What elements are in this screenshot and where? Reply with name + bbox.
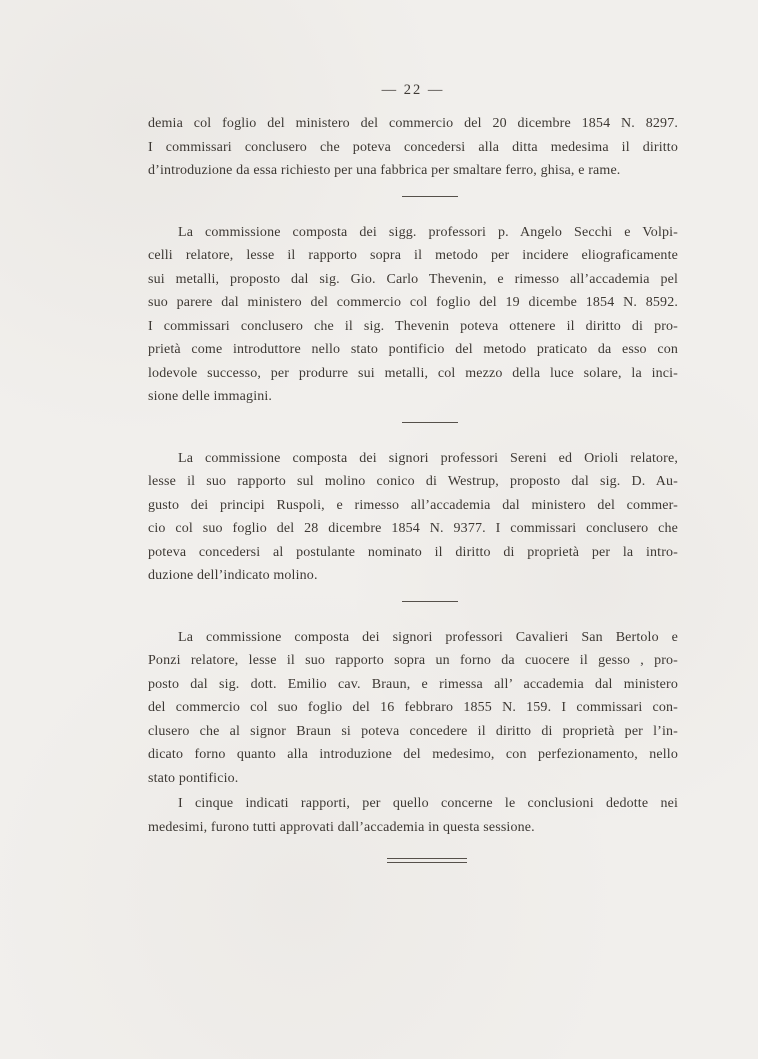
section-divider [402, 196, 458, 197]
text-line: duzione dell’indicato molino. [148, 568, 318, 583]
text-line: I commissari conclusero che poteva concedersi alla ditta medesima il diritto [148, 139, 678, 155]
text-line: La commissione composta dei sigg. professori p. Angelo Secchi e Volpi- [178, 224, 678, 240]
paragraph [148, 112, 678, 183]
text-line: sui metalli, proposto dal sig. Gio. Carlo Thevenin, e rimesso all’accademia pel [148, 271, 678, 287]
page-number: — 22 — [381, 82, 445, 98]
text-line: suo parere dal ministero del commercio col foglio del 19 dicembe 1854 N. 8592. [148, 295, 678, 310]
section-divider [402, 601, 458, 602]
text-line: stato pontificio. [148, 770, 239, 786]
text-line: posto dal sig. dott. Emilio cav. Braun, e rimessa all’ accademia dal ministero [148, 676, 678, 692]
text-line: lodevole successo, per produrre sui metalli, col mezzo della luce solare, la inci- [148, 365, 678, 381]
paragraph [148, 221, 678, 409]
text-line: prietà come introduttore nello stato pontificio del metodo praticato da esso con [148, 342, 678, 357]
text-line: clusero che al signor Braun si poteva concedere il diritto di proprietà per l’in- [148, 723, 678, 739]
text-line: dicato forno quanto alla introduzione del medesimo, con perfezionamento, nello [148, 747, 678, 762]
text-line: I cinque indicati rapporti, per quello concerne le conclusioni dedotte nei [178, 796, 678, 811]
text-line: La commissione composta dei signori professori Sereni ed Orioli relatore, [178, 450, 678, 466]
end-of-section-divider [387, 858, 467, 863]
text-line: sione delle immagini. [148, 389, 273, 404]
text-line: d’introduzione da essa richiesto per una fabbrica per smaltare ferro, ghisa, e rame. [148, 163, 621, 178]
text-line: I commissari conclusero che il sig. Thevenin poteva ottenere il diritto di pro- [148, 318, 678, 334]
text-line: La commissione composta dei signori professori Cavalieri San Bertolo e [178, 629, 678, 645]
text-line: poteva concedersi al postulante nominato il diritto di proprietà per la intro- [148, 544, 678, 560]
text-line: celli relatore, lesse il rapporto sopra il metodo per incidere eliograficamente [148, 248, 678, 263]
paragraph [148, 792, 678, 839]
text-line: cio col suo foglio del 28 dicembre 1854 N. 9377. I commissari conclusero che [148, 521, 678, 536]
text-line: lesse il suo rapporto sul molino conico di Westrup, proposto dal sig. D. Au- [148, 474, 678, 489]
paragraph [148, 626, 678, 791]
text-line: del commercio col suo foglio del 16 febbraro 1855 N. 159. I commissari con- [148, 700, 678, 715]
text-line: gusto dei principi Ruspoli, e rimesso all’accademia dal ministero del commer- [148, 497, 678, 513]
text-line: medesimi, furono tutti approvati dall’accademia in questa sessione. [148, 819, 535, 835]
text-line: Ponzi relatore, lesse il suo rapporto sopra un forno da cuocere il gesso , pro- [148, 653, 678, 668]
paragraph [148, 447, 678, 588]
text-block [148, 112, 678, 863]
section-divider [402, 422, 458, 423]
text-line: demia col foglio del ministero del commercio del 20 dicembre 1854 N. 8297. [148, 116, 678, 131]
